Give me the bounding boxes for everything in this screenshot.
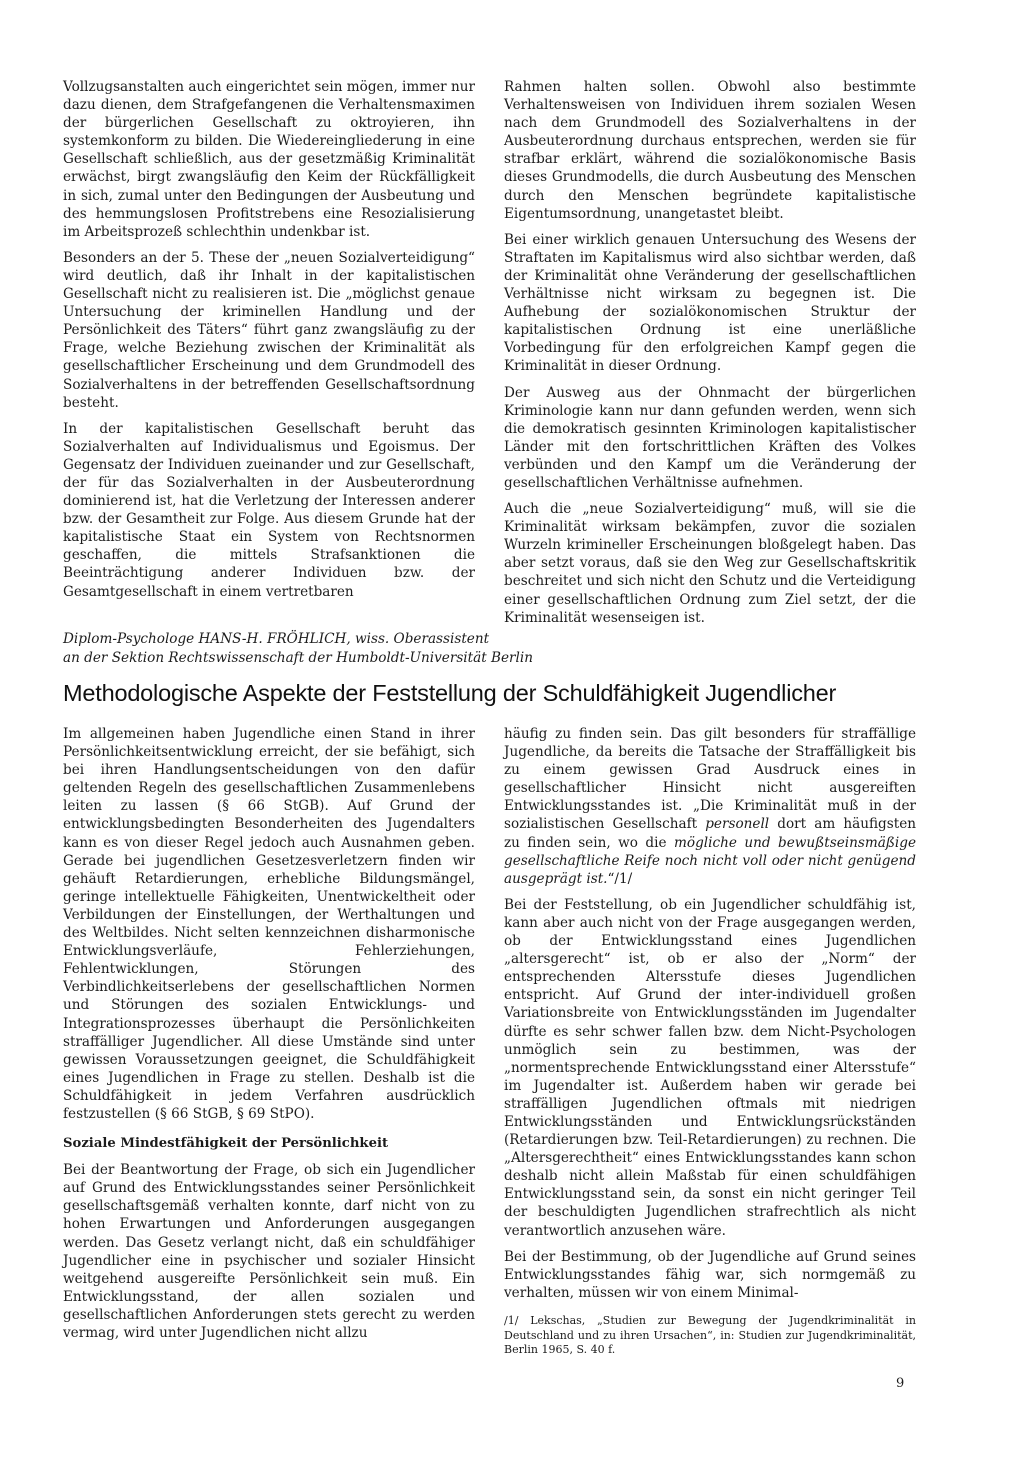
bottom-left-column: [63, 725, 475, 1350]
text-run: häufig zu finden sein. Das gilt besonders für straffällige Jugendliche, da bereits die Tatsache der Straffälligkeit bis zu einem gewissen Grad Ausdruck eines in gesellschaftlicher Hinsicht nicht ausgereiften Entwicklungsstandes ist. „Die Kriminalität muß in der sozialistischen Gesellschaft: [504, 726, 916, 833]
top-left-column: [63, 78, 475, 609]
paragraph: Besonders an der 5. These der „neuen Sozialverteidigung“ wird deutlich, daß ihr Inhalt in der kapitalistischen Gesellschaft nicht zu realisieren ist. Die „möglichst genaue Untersuchung der kriminellen Handlung und der Persönlichkeit des Täters“ führt ganz zwangsläufig zu der Frage, welche Beziehung zwischen der Kriminalität als gesellschaftlicher Erscheinung und dem Grundmodell des Sozialverhaltens in der betreffenden Gesellschaftsordnung besteht.: [63, 249, 475, 411]
byline-line: an der Sektion Rechtswissenschaft der Humboldt-Universität Berlin: [63, 649, 533, 666]
section-subheading: Soziale Mindestfähigkeit der Persönlichkeit: [63, 1136, 389, 1152]
bottom-right-column: [504, 725, 916, 1310]
paragraph: Bei der Bestimmung, ob der Jugendliche auf Grund seines Entwicklungsstandes fähig war, sich normgemäß zu verhalten, müssen wir von einem Minimal-: [504, 1248, 916, 1301]
emphasis: personell: [705, 816, 770, 833]
paragraph: [504, 725, 916, 888]
article-title: Methodologische Aspekte der Feststellung der Schuldfähigkeit Jugendlicher: [63, 680, 837, 706]
page-number: 9: [896, 1376, 905, 1391]
emphasis: mögliche und bewußtseinsmäßige gesellschaftliche Reife noch nicht voll oder nicht genügend ausgeprägt ist.: [504, 834, 916, 887]
byline-line: Diplom-Psychologe HANS-H. FRÖHLICH, wiss. Oberassistent: [63, 631, 490, 647]
paragraph: Bei einer wirklich genauen Untersuchung des Wesens der Straftaten im Kapitalismus wird also sichtbar werden, daß der Kriminalität ohne Veränderung der gesellschaftlichen Verhältnisse nicht wirksam zu begegnen ist. Die Aufhebung der sozialökonomischen Struktur der kapitalistischen Ordnung ist eine unerläßliche Vorbedingung für den erfolgreichen Kampf gegen die Kriminalität in dieser Ordnung.: [504, 231, 916, 375]
paragraph: Vollzugsanstalten auch eingerichtet sein mögen, immer nur dazu dienen, dem Strafgefangenen die Verhaltensmaximen der bürgerlichen Gesellschaft zu oktroyieren, ihn systemkonform zu bilden. Die Wiedereingliederung in eine Gesellschaft schließlich, aus der gesetzmäßig Kriminalität erwächst, birgt zwangsläufig den Keim der Rückfälligkeit in sich, zumal unter den Bedingungen der Ausbeutung und des hemmungslosen Profitstrebens eine Resozialisierung im Arbeitsprozeß schlechthin undenkbar ist.: [63, 79, 475, 240]
footnote: /1/ Lekschas, „Studien zur Bewegung der Jugendkriminalität in Deutschland und zu ihren Ursachen“, in: Studien zur Jugendkriminalität, Berlin 1965, S. 40 f.: [504, 1314, 916, 1356]
footnote-reference: “/1/: [607, 870, 633, 887]
top-right-column: [504, 78, 916, 635]
paragraph: Auch die „neue Sozialverteidigung“ muß, will sie die Kriminalität wirksam bekämpfen, zuvor die sozialen Wurzeln krimineller Erscheinungen bloßgelegt haben. Das aber setzt voraus, daß sie den Weg zur Gesellschaftskritik beschreitet und sich nicht den Schutz und die Verteidigung einer gesellschaftlichen Ordnung zum Ziel setzt, der die Kriminalität wesenseigen ist.: [504, 501, 916, 626]
paragraph: Rahmen halten sollen. Obwohl also bestimmte Verhaltensweisen von Individuen ihrem sozialen Wesen nach dem Grundmodell des Sozialverhaltens in der Ausbeuterordnung durchaus entsprechen, werden sie für strafbar erklärt, während die sozialökonomische Basis dieses Grundmodells, die durch Ausbeutung des Menschen durch den Menschen begründete kapitalistische Eigentumsordnung, unangetastet bleibt.: [504, 79, 916, 222]
paragraph: Der Ausweg aus der Ohnmacht der bürgerlichen Kriminologie kann nur dann gefunden werden, wenn sich die demokratisch gesinnten Kriminologen kapitalistischer Länder mit den fortschrittlichen Kräften des Volkes verbünden und den Kampf um die Veränderung der gesellschaftlichen Verhältnisse aufnehmen.: [504, 384, 916, 491]
paragraph: Im allgemeinen haben Jugendliche einen Stand in ihrer Persönlichkeitsentwicklung erreicht, der sie befähigt, sich bei ihren Handlungsentscheidungen von den dafür geltenden Regeln des gesellschaftlichen Zusammenlebens leiten zu lassen (§ 66 StGB). Auf Grund der entwicklungsbedingten Besonderheiten des Jugendalters kann es von dieser Regel jedoch auch Ausnahmen geben. Gerade bei jugendlichen Gesetzesverletzern finden wir gehäuft Retardierungen, erhebliche Bildungsmängel, geringe intellektuelle Fähigkeiten, Unentwickeltheit oder Verbildungen der Einstellungen, der Werthaltungen und des Weltbildes. Nicht selten kennzeichnen disharmonische Entwicklungsverläufe, Fehlerziehungen, Fehlentwicklungen, Störungen des Verbindlichkeitserlebens der gesellschaftlichen Normen und Störungen des sozialen Entwicklungs- und Integrationsprozesses überhaupt die Persönlichkeiten straffälliger Jugendlicher. All diese Umstände sind unter gewissen Voraussetzungen geeignet, die Schuldfähigkeit eines Jugendlichen in Frage zu stellen. Deshalb ist die Schuldfähigkeit in jedem Verfahren ausdrücklich festzustellen (§ 66 StGB, § 69 StPO).: [63, 726, 475, 1122]
paragraph: In der kapitalistischen Gesellschaft beruht das Sozialverhalten auf Individualismus und Egoismus. Der Gegensatz der Individuen zueinander und zur Gesellschaft, der für das Sozialverhalten in der Ausbeuterordnung dominierend ist, hat die Verletzung der Interessen anderer bzw. der Gesamtheit zur Folge. Aus diesem Grunde hat der kapitalistische Staat ein System von Rechtsnormen geschaffen, die mittels Strafsanktionen die Beeinträchtigung anderer Individuen bzw. der Gesamtgesellschaft in einem vertretbaren: [63, 420, 475, 600]
author-byline: [63, 630, 843, 667]
paragraph: Bei der Feststellung, ob ein Jugendlicher schuldfähig ist, kann aber auch nicht von der Frage ausgegangen werden, ob der Entwicklungsstand eines Jugendlichen „altersgerecht“ ist, ob er also der „Norm“ der entsprechenden Altersstufe dieses Jugendlichen entspricht. Auf Grund der inter-individuell großen Variationsbreite von Entwicklungsständen im Jugendalter dürfte es sehr schwer fallen bzw. dem Nicht-Psychologen unmöglich sein zu bestimmen, was der „normentsprechende Entwicklungsstand einer Altersstufe“ im Jugendalter ist. Außerdem haben wir gerade bei straffälligen Jugendlichen oftmals mit niedrigen Entwicklungsständen und Entwicklungsrückständen (Retardierungen bzw. Teil-Retardierungen) zu rechnen. Die „Altersgerechtheit“ eines Entwicklungsstandes kann schon deshalb nicht allein Maßstab für einen schuldfähigen Entwicklungsstand sein, da sonst ein nicht geringer Teil der beschuldigten Jugendlichen strafrechtlich als nicht verantwortlich anzusehen wäre.: [504, 896, 916, 1239]
text-run: dort am häufigsten zu finden sein, wo die: [504, 816, 916, 851]
paragraph: Bei der Beantwortung der Frage, ob sich ein Jugendlicher auf Grund des Entwicklungsstandes seiner Persönlichkeit gesellschaftsgemäß verhalten konnte, darf nicht von zu hohen Erwartungen und Anforderungen ausgegangen werden. Das Gesetz verlangt nicht, daß ein schuldfähiger Jugendlicher eine in psychischer und sozialer Hinsicht weitgehend ausgereifte Persönlichkeit sein muß. Ein Entwicklungsstand, der allen sozialen und gesellschaftlichen Anforderungen stets gerecht zu werden vermag, wird unter Jugendlichen nicht allzu: [63, 1162, 475, 1341]
